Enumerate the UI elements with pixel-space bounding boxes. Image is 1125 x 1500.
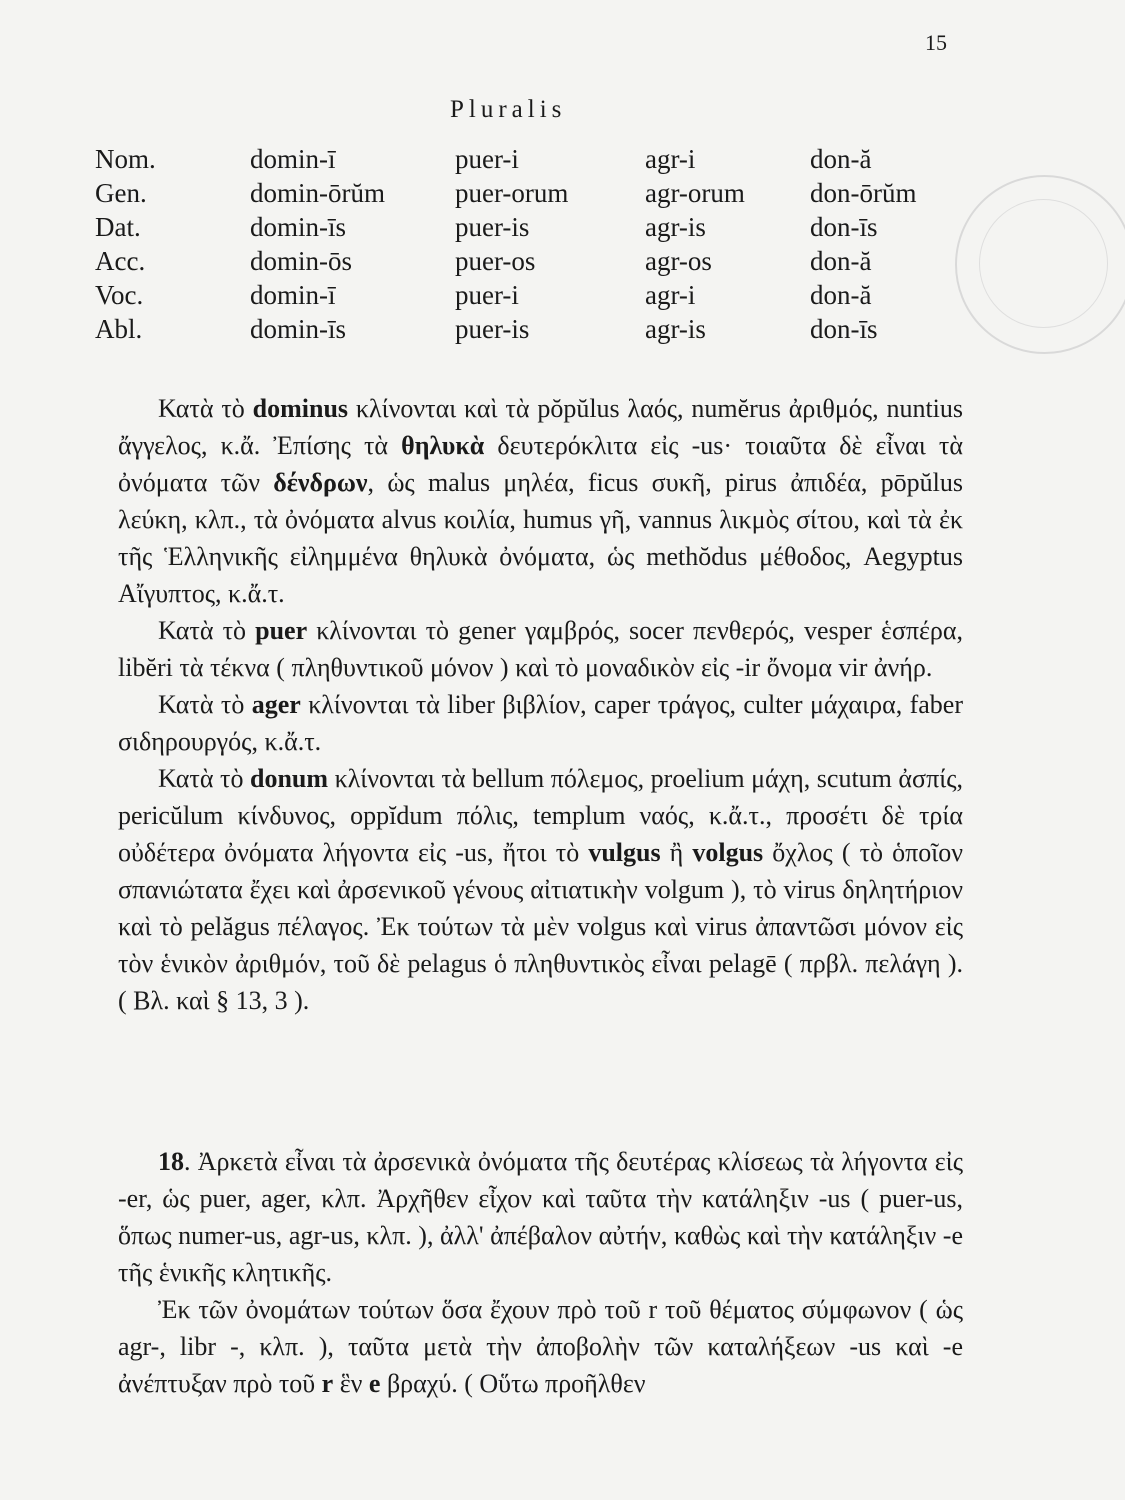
bold-term: puer [255,616,308,645]
dominus-form: domin-ōs [250,246,353,276]
table-row [95,146,960,180]
case-label: Gen. [95,178,147,208]
case-label: Abl. [95,314,143,344]
table-row [95,316,960,350]
puer-form: puer-i [455,144,519,174]
donum-form: don-ă [810,280,872,310]
paragraph-ager: Κατὰ τὸ ager κλίνονται τὰ liber βιβλίον, caper τράγος, culter μάχαιρα, faber σιδηρουργός, κ.ἄ.τ. [118,690,963,756]
table-row [95,248,960,282]
puer-form: puer-os [455,246,536,276]
puer-form: puer-orum [455,178,569,208]
declension-table [95,146,960,350]
stamp-watermark [955,175,1125,354]
stamp-inner-ring [979,199,1108,328]
table-row [95,180,960,214]
bold-term: e [368,1369,381,1398]
ager-form: agr-os [645,246,712,276]
bold-term: 18 [158,1147,184,1176]
case-label: Nom. [95,144,156,174]
donum-form: don-ă [810,144,872,174]
case-label: Voc. [95,280,144,310]
dominus-form: domin-īs [250,314,347,344]
ager-form: agr-orum [645,178,745,208]
puer-form: puer-is [455,212,530,242]
bold-term: dominus [252,394,349,423]
case-label: Acc. [95,246,146,276]
page-number: 15 [925,30,947,55]
paragraph-puer: Κατὰ τὸ puer κλίνονται τὸ gener γαμβρός, socer πενθερός, vesper ἑσπέρα, libĕri τὰ τέκνα ( πληθυντικοῦ μόνον ) καὶ τὸ μοναδικὸν εἰς -ir ὄνομα vir ἀνήρ. [118,616,964,682]
donum-form: don-ă [810,246,872,276]
paragraph-consonant-stems: Ἐκ τῶν ὀνομάτων τούτων ὅσα ἔχουν πρὸ τοῦ r τοῦ θέματος σύμφωνον ( ὡς agr-, libr -, κλπ. ), ταῦτα μετὰ τὴν ἀποβολὴν τῶν καταλήξεων -us καὶ -e ἀνέπτυξαν πρὸ τοῦ r ἓν e βραχύ. ( Οὕτω προῆλθεν [118,1295,963,1398]
paragraph-donum: Κατὰ τὸ donum κλίνονται τὰ bellum πόλεμος, proelium μάχη, scutum ἀσπίς, pericŭlum κίνδυνος, oppĭdum πόλις, templum ναός, κ.ἄ.τ., προσέτι δὲ τρία οὐδέτερα ὀνόματα λήγοντα εἰς -us, ἤτοι τὸ vulgus ἢ volgus ὄχλος ( τὸ ὁποῖον σπανιώτατα ἔχει καὶ ἀρσενικοῦ γένους αἰτιατικὴν volgum ), τὸ virus δηλητήριον καὶ τὸ pelăgus πέλαγος. Ἐκ τούτων τὰ μὲν volgus καὶ virus ἀπαντῶσι μόνον εἰς τὸν ἑνικὸν ἀριθμόν, τοῦ δὲ pelagus ὁ πληθυντικὸς εἶναι pelagē ( πρβλ. πελάγη ). ( Βλ. καὶ § 13, 3 ). [118,764,963,1015]
ager-form: agr-i [645,144,696,174]
donum-form: don-ōrŭm [810,178,917,208]
bold-term: vulgus [588,838,661,867]
dominus-form: domin-ī [250,144,336,174]
bold-term: δένδρων [273,468,368,497]
bold-term: donum [250,764,329,793]
puer-form: puer-i [455,280,519,310]
table-row [95,214,960,248]
ager-form: agr-is [645,212,706,242]
paragraph-dominus: Κατὰ τὸ dominus κλίνονται καὶ τὰ pŏpŭlus λαός, numĕrus ἀριθμός, nuntius ἄγγελος, κ.ἄ. Ἐπίσης τὰ θηλυκὰ δευτερόκλιτα εἰς -us· τοιαῦτα δὲ εἶναι τὰ ὀνόματα τῶν δένδρων, ὡς malus μηλέα, ficus συκῆ, pirus ἀπιδέα, pōpŭlus λεύκη, κλπ., τὰ ὀνόματα alvus κοιλία, humus γῆ, vannus λικμὸς σίτου, καὶ τὰ ἐκ τῆς Ἑλληνικῆς εἰλημμένα θηλυκὰ ὀνόματα, ὡς methŏdus μέθοδος, Aegyptus Αἴγυπτος, κ.ἄ.τ. [118,394,964,608]
paragraph-section-18: 18. Ἀρκετὰ εἶναι τὰ ἀρσενικὰ ὀνόματα τῆς δευτέρας κλίσεως τὰ λήγοντα εἰς -er, ὡς puer, ager, κλπ. Ἀρχῆθεν εἶχον καὶ ταῦτα τὴν κατάληξιν -us ( puer-us, ὅπως numer-us, agr-us, κλπ. ), ἀλλ' ἀπέβαλον αὐτήν, καθὼς καὶ τὴν κατάληξιν -e τῆς ἑνικῆς κλητικῆς. [118,1147,963,1287]
puer-form: puer-is [455,314,530,344]
table-row [95,282,960,316]
body-text-section-18 [118,1143,963,1402]
dominus-form: domin-īs [250,212,347,242]
section-title: Pluralis [450,96,567,123]
donum-form: don-īs [810,314,878,344]
bold-term: θηλυκὰ [401,431,485,460]
bold-term: volgus [692,838,764,867]
body-text-main [118,390,963,1019]
dominus-form: domin-ōrŭm [250,178,385,208]
ager-form: agr-is [645,314,706,344]
ager-form: agr-i [645,280,696,310]
case-label: Dat. [95,212,141,242]
bold-term: ager [251,690,301,719]
bold-term: r [321,1369,334,1398]
dominus-form: domin-ī [250,280,336,310]
donum-form: don-īs [810,212,878,242]
